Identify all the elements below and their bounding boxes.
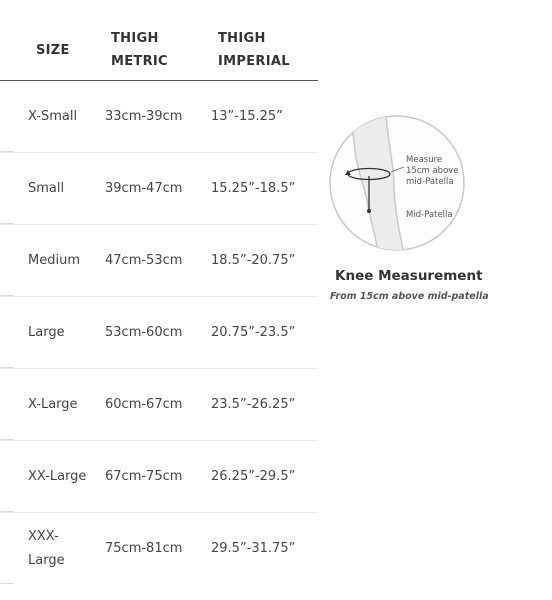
imperial-cell: 29.5”-31.75” [211, 540, 296, 556]
table-header-row [0, 0, 318, 81]
table-row [0, 369, 318, 441]
imperial-cell: 20.75”-23.5” [211, 324, 296, 340]
metric-cell: 75cm-81cm [105, 540, 183, 556]
imperial-cell: 26.25”-29.5” [211, 468, 296, 484]
row-edge-divider [0, 369, 14, 440]
knee-measurement-title: Knee Measurement [335, 268, 483, 284]
size-cell: XXX-Large [28, 528, 65, 568]
metric-cell: 53cm-60cm [105, 324, 183, 340]
size-cell: Large [28, 324, 65, 340]
size-cell: Medium [28, 252, 80, 268]
size-cell: Small [28, 180, 65, 196]
knee-diagram [328, 114, 466, 252]
knee-measurement-subtitle: From 15cm above mid-patella [330, 291, 489, 302]
label-measure-line1: Measure [406, 155, 443, 165]
row-edge-divider [0, 81, 14, 152]
metric-cell: 39cm-47cm [105, 180, 183, 196]
row-edge-divider [0, 225, 14, 296]
label-mid-patella: Mid-Patella [406, 210, 453, 220]
table-row [0, 441, 318, 513]
metric-cell: 33cm-39cm [105, 108, 183, 124]
size-cell: X-Large [28, 396, 78, 412]
header-thigh-imperial: THIGH IMPERIAL [218, 31, 290, 69]
label-measure-line2: 15cm above [406, 166, 459, 176]
row-edge-divider [0, 153, 14, 224]
imperial-cell: 23.5”-26.25” [211, 396, 296, 412]
row-edge-divider [0, 297, 14, 368]
imperial-cell: 15.25”-18.5” [211, 180, 296, 196]
table-row [0, 81, 318, 153]
size-cell: X-Small [28, 108, 78, 124]
table-row [0, 297, 318, 369]
size-cell: XX-Large [28, 468, 87, 484]
row-edge-divider [0, 441, 14, 512]
table-row [0, 153, 318, 225]
mid-patella-dot [367, 209, 371, 213]
metric-cell: 60cm-67cm [105, 396, 183, 412]
table-row [0, 225, 318, 297]
metric-cell: 47cm-53cm [105, 252, 183, 268]
table-row [0, 513, 318, 584]
imperial-cell: 18.5”-20.75” [211, 252, 296, 268]
header-size: SIZE [36, 43, 70, 58]
metric-cell: 67cm-75cm [105, 468, 183, 484]
row-edge-divider [0, 513, 14, 584]
label-measure-line3: mid-Patella [406, 177, 454, 187]
imperial-cell: 13”-15.25” [211, 108, 283, 124]
header-thigh-metric: THIGH METRIC [111, 31, 168, 69]
knee-measurement-panel [328, 114, 489, 304]
